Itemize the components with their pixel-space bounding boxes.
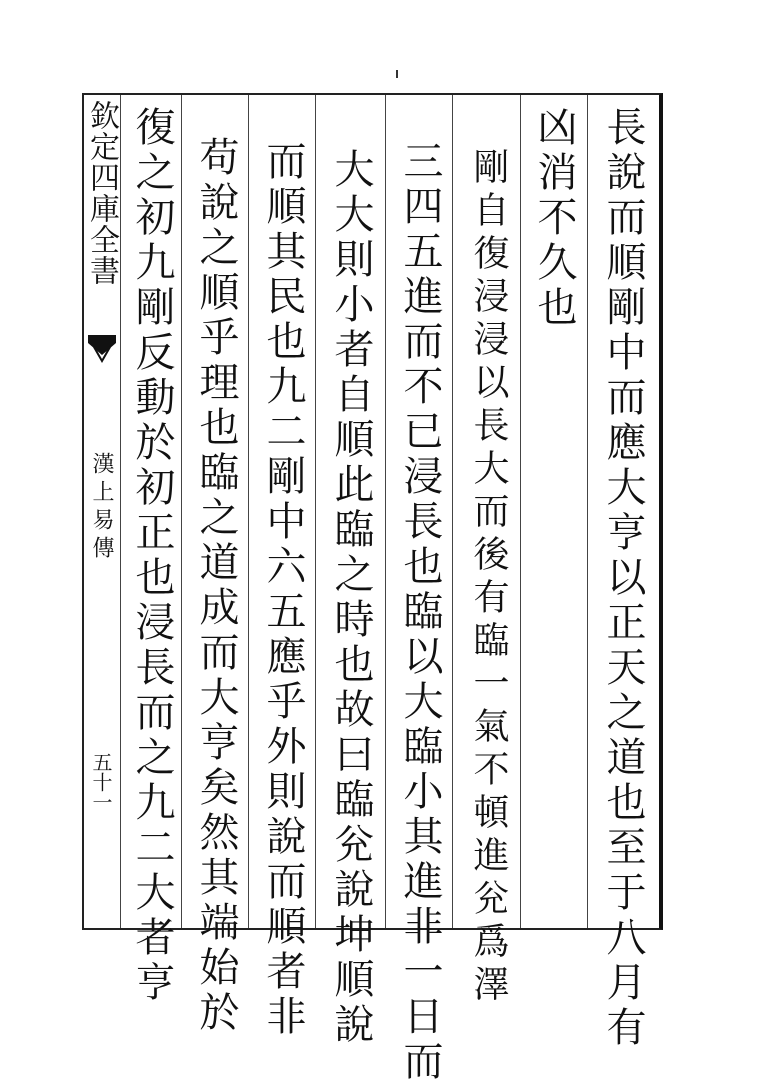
column-rule [385, 95, 386, 928]
text-column-3: 剛自復浸浸以長大而後有臨一氣不頓進兊爲澤 [468, 148, 509, 1008]
section-title: 漢上易傳 [89, 452, 114, 564]
text-column-7: 苟說之順乎理也臨之道成而大亨矣然其端始於 [193, 136, 239, 1036]
text-column-2: 凶消不久也 [531, 106, 577, 331]
text-column-6: 而順其民也九二剛中六五應乎外則說而順者非 [260, 140, 306, 1040]
page-number: 五十一 [89, 752, 113, 812]
text-column-5: 大大則小者自順此臨之時也故曰臨兊說坤順說 [328, 148, 374, 1048]
column-rule [315, 95, 316, 928]
text-column-1: 長說而順剛中而應大亨以正天之道也至于八月有 [600, 106, 646, 1051]
column-rule [452, 95, 453, 928]
column-rule [520, 95, 521, 928]
column-rule [181, 95, 182, 928]
text-column-4: 三四五進而不已浸長也臨以大臨小其進非一日而 [397, 140, 443, 1085]
margin-rule [120, 95, 121, 928]
column-rule [587, 95, 588, 928]
text-column-8: 復之初九剛反動於初正也浸長而之九二大者亨 [129, 106, 175, 1006]
book-title: 欽定四庫全書 [84, 100, 119, 286]
center-tick-mark [396, 70, 398, 78]
fish-tail-mark-icon [86, 333, 118, 363]
column-rule [248, 95, 249, 928]
